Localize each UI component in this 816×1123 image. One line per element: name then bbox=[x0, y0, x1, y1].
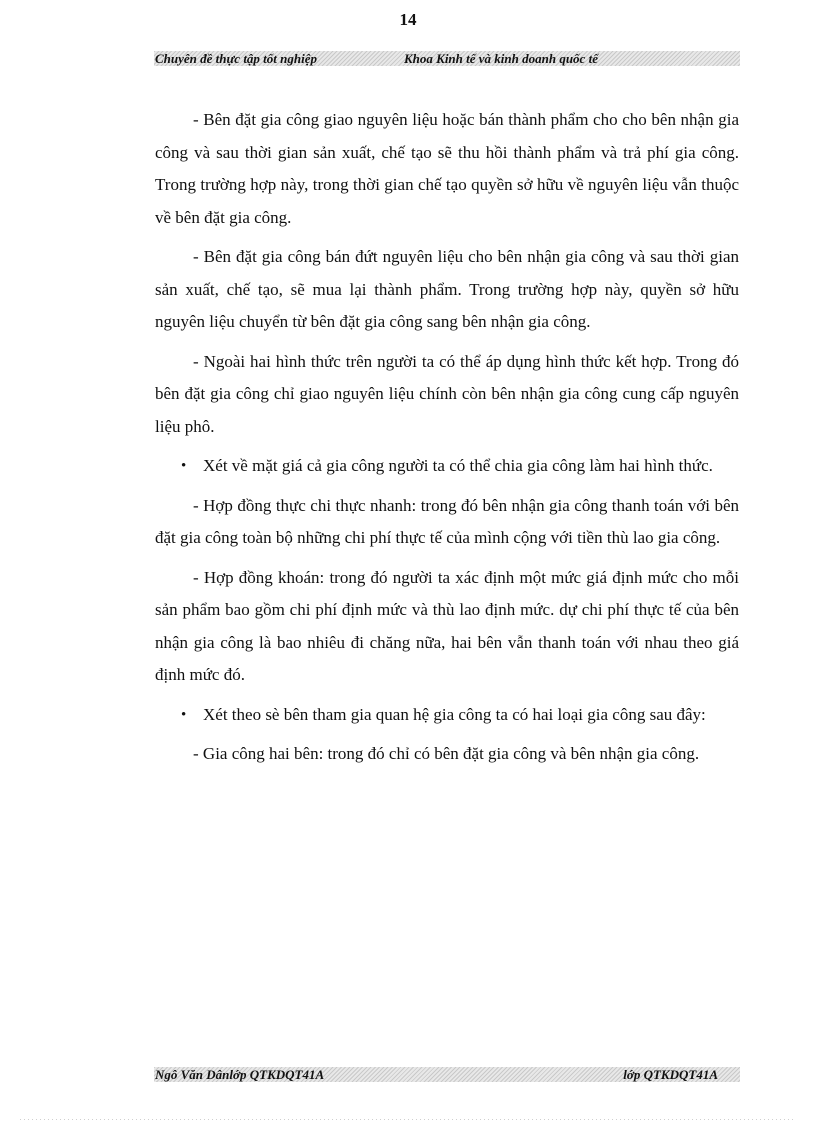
paragraph: - Hợp đồng khoán: trong đó người ta xác định một mức giá định mức cho mỗi sản phẩm bao gồm chi phí định mức và thù lao định mức. dự chi phí thực tế của bên nhận gia công là bao nhiêu đi chăng nữa, hai bên vẫn thanh toán với nhau theo giá định mức đó. bbox=[155, 567, 739, 684]
footer-right-text: lớp QTKDQT41A bbox=[623, 1067, 718, 1082]
footer-left-text: Ngô Văn Dânlớp QTKDQT41A bbox=[155, 1067, 325, 1082]
paragraph: - Bên đặt gia công giao nguyên liệu hoặc bán thành phẩm cho cho bên nhận gia công và sau thời gian sản xuất, chế tạo sẽ thu hồi thành phẩm và trả phí gia công. Trong trường hợp này, trong thời gian chế tạo quyền sở hữu về nguyên liệu vẫn thuộc về bên đặt gia công. bbox=[155, 110, 739, 227]
paragraph: - Hợp đồng thực chi thực nhanh: trong đó bên nhận gia công thanh toán với bên đặt gia công toàn bộ những chi phí thực tế của mình cộng với tiền thù lao gia công. bbox=[155, 495, 739, 547]
page-bottom-divider bbox=[20, 1119, 796, 1120]
paragraph: - Bên đặt gia công bán đứt nguyên liệu cho bên nhận gia công và sau thời gian sản xuất, chế tạo, sẽ mua lại thành phẩm. Trong trường hợp này, quyền sở hữu nguyên liệu chuyển từ bên đặt gia công sang bên nhận gia công. bbox=[155, 247, 739, 331]
paragraph: - Ngoài hai hình thức trên người ta có thể áp dụng hình thức kết hợp. Trong đó bên đặt gia công chỉ giao nguyên liệu chính còn bên nhận gia công cung cấp nguyên liệu phô. bbox=[155, 351, 739, 436]
paragraph: - Gia công hai bên: trong đó chỉ có bên đặt gia công và bên nhận gia công. bbox=[193, 744, 700, 763]
bullet-icon: • bbox=[181, 706, 187, 723]
header-right-text: Khoa Kinh tế và kinh doanh quốc tế bbox=[404, 51, 598, 66]
bullet-text: Xét về mặt giá cả gia công người ta có thể chia gia công làm hai hình thức. bbox=[203, 456, 713, 475]
document-body bbox=[155, 104, 739, 778]
header-left-text: Chuyên đề thực tập tốt nghiệp bbox=[155, 51, 317, 66]
bullet-item bbox=[155, 699, 739, 732]
page-footer bbox=[154, 1067, 740, 1082]
page-number: 14 bbox=[399, 10, 417, 29]
bullet-icon: • bbox=[181, 458, 187, 474]
bullet-text: Xét theo sè bên tham gia quan hệ gia công ta có hai loại gia công sau đây: bbox=[203, 704, 706, 724]
bullet-item bbox=[155, 450, 739, 483]
page-header bbox=[154, 51, 740, 66]
